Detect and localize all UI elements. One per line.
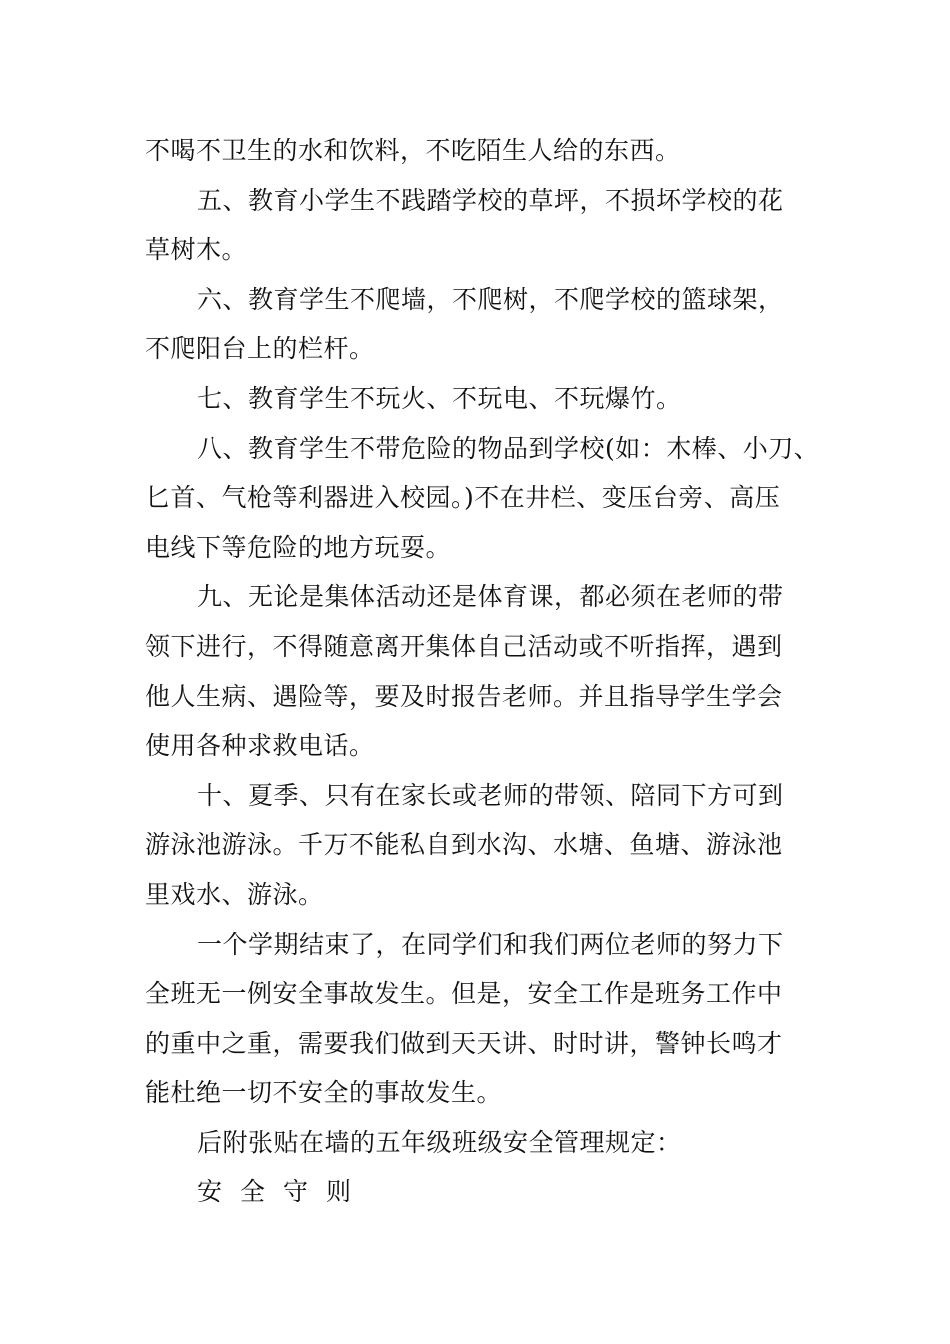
text-line: 九、无论是集体活动还是体育课，都必须在老师的带 — [197, 582, 784, 612]
text-line: 草树木。 — [145, 235, 248, 265]
text-line: 电线下等危险的地方玩耍。 — [145, 532, 452, 562]
text-line: 使用各种求救电话。 — [145, 731, 375, 761]
text-line: 不爬阳台上的栏杆。 — [145, 334, 375, 364]
text-line: 领下进行，不得随意离开集体自己活动或不听指挥，遇到 — [145, 631, 783, 661]
text-line: 全班无一例安全事故发生。但是，安全工作是班务工作中 — [145, 979, 783, 1009]
document-body — [145, 126, 820, 1217]
text-line: 一个学期结束了，在同学们和我们两位老师的努力下 — [197, 929, 784, 959]
text-line: 游泳池游泳。千万不能私自到水沟、水塘、鱼塘、游泳池 — [145, 830, 783, 860]
text-line: 八、教育学生不带危险的物品到学校(如：木棒、小刀、 — [197, 433, 820, 463]
text-line: 后附张贴在墙的五年级班级安全管理规定： — [197, 1127, 682, 1157]
text-line: 里戏水、游泳。 — [145, 879, 324, 909]
text-line: 五、教育小学生不践踏学校的草坪，不损坏学校的花 — [197, 185, 784, 215]
text-line: 的重中之重，需要我们做到天天讲、时时讲，警钟长鸣才 — [145, 1028, 783, 1058]
text-line: 他人生病、遇险等，要及时报告老师。并且指导学生学会 — [145, 681, 783, 711]
text-line: 能杜绝一切不安全的事故发生。 — [145, 1078, 503, 1108]
text-line: 不喝不卫生的水和饮料，不吃陌生人给的东西。 — [145, 136, 681, 165]
text-line: 六、教育学生不爬墙，不爬树，不爬学校的篮球架， — [197, 284, 784, 314]
text-line: 十、夏季、只有在家长或老师的带领、陪同下方可到 — [197, 780, 784, 810]
text-line: 匕首、气枪等利器进入校园。)不在井栏、变压台旁、高压 — [145, 483, 781, 513]
text-line: 七、教育学生不玩火、不玩电、不玩爆竹。 — [197, 383, 682, 413]
section-heading: 安全守则 — [197, 1177, 370, 1207]
